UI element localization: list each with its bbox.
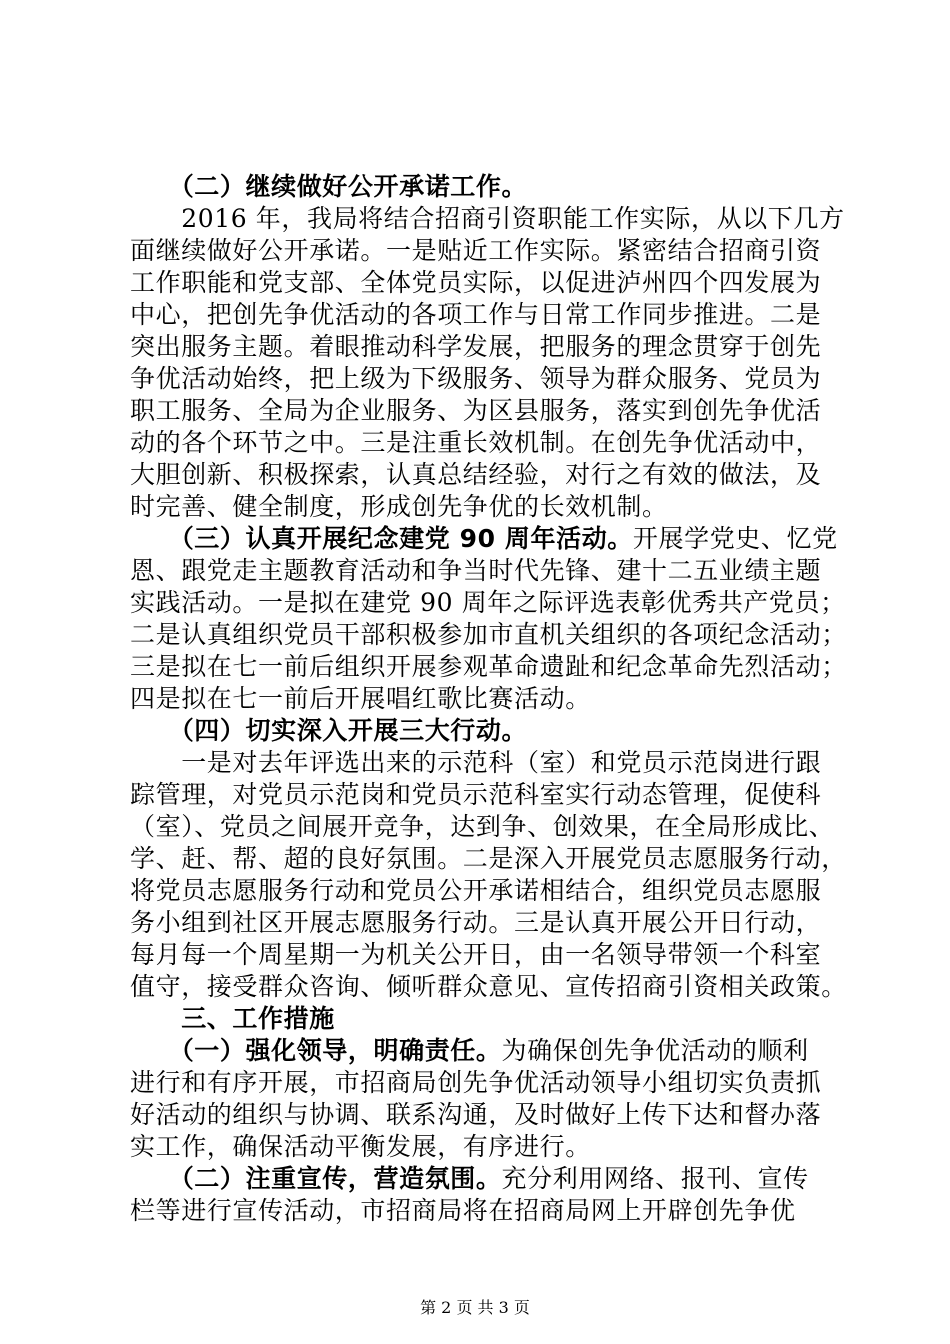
body-text-segment: 学、赶、帮、超的良好氛围。二是深入开展党员志愿服务行动， xyxy=(130,844,847,873)
body-text-segment: 争优活动始终，把上级为下级服务、领导为群众服务、党员为 xyxy=(130,364,822,393)
text-line xyxy=(130,811,835,843)
body-text-segment: 突出服务主题。着眼推动科学发展，把服务的理念贯穿于创先 xyxy=(130,332,822,361)
body-text-segment: 动的各个环节之中。三是注重长效机制。在创先争优活动中， xyxy=(130,428,822,457)
text-line xyxy=(130,203,845,235)
text-line xyxy=(130,779,830,811)
text-line xyxy=(130,235,830,267)
text-line xyxy=(130,939,830,971)
text-line xyxy=(130,1035,830,1067)
body-text-segment: 2016 年，我局将结合招商引资职能工作实际，从以下几方 xyxy=(130,204,845,233)
text-line xyxy=(130,1003,830,1035)
text-line xyxy=(130,619,847,651)
text-line xyxy=(130,427,830,459)
body-text-segment: 开展学党史、忆党 xyxy=(632,524,838,553)
text-line xyxy=(130,1195,830,1227)
bold-heading-text: （三）认真开展纪念建党 90 周年活动。 xyxy=(181,524,633,553)
body-text-segment: 四是拟在七一前后开展唱红歌比赛活动。 xyxy=(130,684,591,713)
text-line xyxy=(130,491,830,523)
body-text-segment: 将党员志愿服务行动和党员公开承诺相结合，组织党员志愿服 xyxy=(130,876,822,905)
text-line xyxy=(130,459,830,491)
body-text-segment: 充分利用网络、报刊、宣传 xyxy=(501,1164,809,1193)
body-text-segment: 好活动的组织与协调、联系沟通，及时做好上传下达和督办落 xyxy=(130,1100,822,1129)
text-line xyxy=(130,1131,830,1163)
text-line xyxy=(130,715,830,747)
text-line xyxy=(130,683,830,715)
text-line xyxy=(130,907,830,939)
bold-heading-text: （四）切实深入开展三大行动。 xyxy=(181,716,528,745)
body-text-segment: 实践活动。一是拟在建党 90 周年之际评选表彰优秀共产党员； xyxy=(130,588,846,617)
page-footer: 第 2 页 共 3 页 xyxy=(420,1298,530,1317)
bold-heading-text: （一）强化领导，明确责任。 xyxy=(181,1036,502,1065)
body-text-segment: 二是认真组织党员干部积极参加市直机关组织的各项纪念活动； xyxy=(130,620,847,649)
body-text-segment: 恩、跟党走主题教育活动和争当时代先锋、建十二五业绩主题 xyxy=(130,556,822,585)
text-line xyxy=(130,843,847,875)
bold-heading-text: （二）注重宣传，营造氛围。 xyxy=(181,1164,502,1193)
bold-heading-text: 三、工作措施 xyxy=(181,1004,335,1033)
text-line xyxy=(130,971,847,1003)
text-line xyxy=(130,171,830,203)
body-text-segment xyxy=(130,716,181,745)
text-line xyxy=(130,1163,830,1195)
text-line xyxy=(130,523,838,555)
bold-heading-text: （二）继续做好公开承诺工作。 xyxy=(181,172,528,201)
body-text-segment xyxy=(130,1036,181,1065)
body-text-segment: 中心，把创先争优活动的各项工作与日常工作同步推进。二是 xyxy=(130,300,822,329)
text-line xyxy=(130,651,847,683)
body-text-segment: 踪管理，对党员示范岗和党员示范科室实行动态管理，促使科 xyxy=(130,780,822,809)
text-line xyxy=(130,363,830,395)
body-text-segment: 每月每一个周星期一为机关公开日，由一名领导带领一个科室 xyxy=(130,940,822,969)
text-line xyxy=(130,1067,830,1099)
body-text-segment: 职工服务、全局为企业服务、为区县服务，落实到创先争优活 xyxy=(130,396,822,425)
text-line xyxy=(130,395,830,427)
body-text-segment xyxy=(130,172,181,201)
text-line xyxy=(130,747,830,779)
body-text-segment: 为确保创先争优活动的顺利 xyxy=(501,1036,809,1065)
body-text-segment xyxy=(130,1164,181,1193)
body-text-segment xyxy=(130,524,181,553)
body-text-segment: 务小组到社区开展志愿服务行动。三是认真开展公开日行动， xyxy=(130,908,822,937)
body-text-segment: （室）、党员之间展开竞争，达到争、创效果，在全局形成比、 xyxy=(130,812,835,841)
body-text-segment: 三是拟在七一前后组织开展参观革命遗趾和纪念革命先烈活动； xyxy=(130,652,847,681)
text-line xyxy=(130,555,830,587)
text-line xyxy=(130,1099,830,1131)
body-text-segment: 工作职能和党支部、全体党员实际，以促进泸州四个四发展为 xyxy=(130,268,822,297)
body-text-segment: 栏等进行宣传活动，市招商局将在招商局网上开辟创先争优 xyxy=(130,1196,796,1225)
body-text-segment: 实工作，确保活动平衡发展，有序进行。 xyxy=(130,1132,591,1161)
body-text-segment: 值守，接受群众咨询、倾听群众意见、宣传招商引资相关政策。 xyxy=(130,972,847,1001)
body-text-segment: 大胆创新、积极探索，认真总结经验，对行之有效的做法，及 xyxy=(130,460,822,489)
text-line xyxy=(130,267,830,299)
body-text-segment: 时完善、健全制度，形成创先争优的长效机制。 xyxy=(130,492,668,521)
body-text-segment: 进行和有序开展，市招商局创先争优活动领导小组切实负责抓 xyxy=(130,1068,822,1097)
text-line xyxy=(130,331,830,363)
body-text-segment xyxy=(130,1004,181,1033)
text-line xyxy=(130,299,830,331)
body-text-segment: 面继续做好公开承诺。一是贴近工作实际。紧密结合招商引资 xyxy=(130,236,822,265)
body-text-segment: 一是对去年评选出来的示范科（室）和党员示范岗进行跟 xyxy=(130,748,822,777)
document-body xyxy=(130,171,847,1227)
text-line xyxy=(130,587,846,619)
text-line xyxy=(130,875,830,907)
